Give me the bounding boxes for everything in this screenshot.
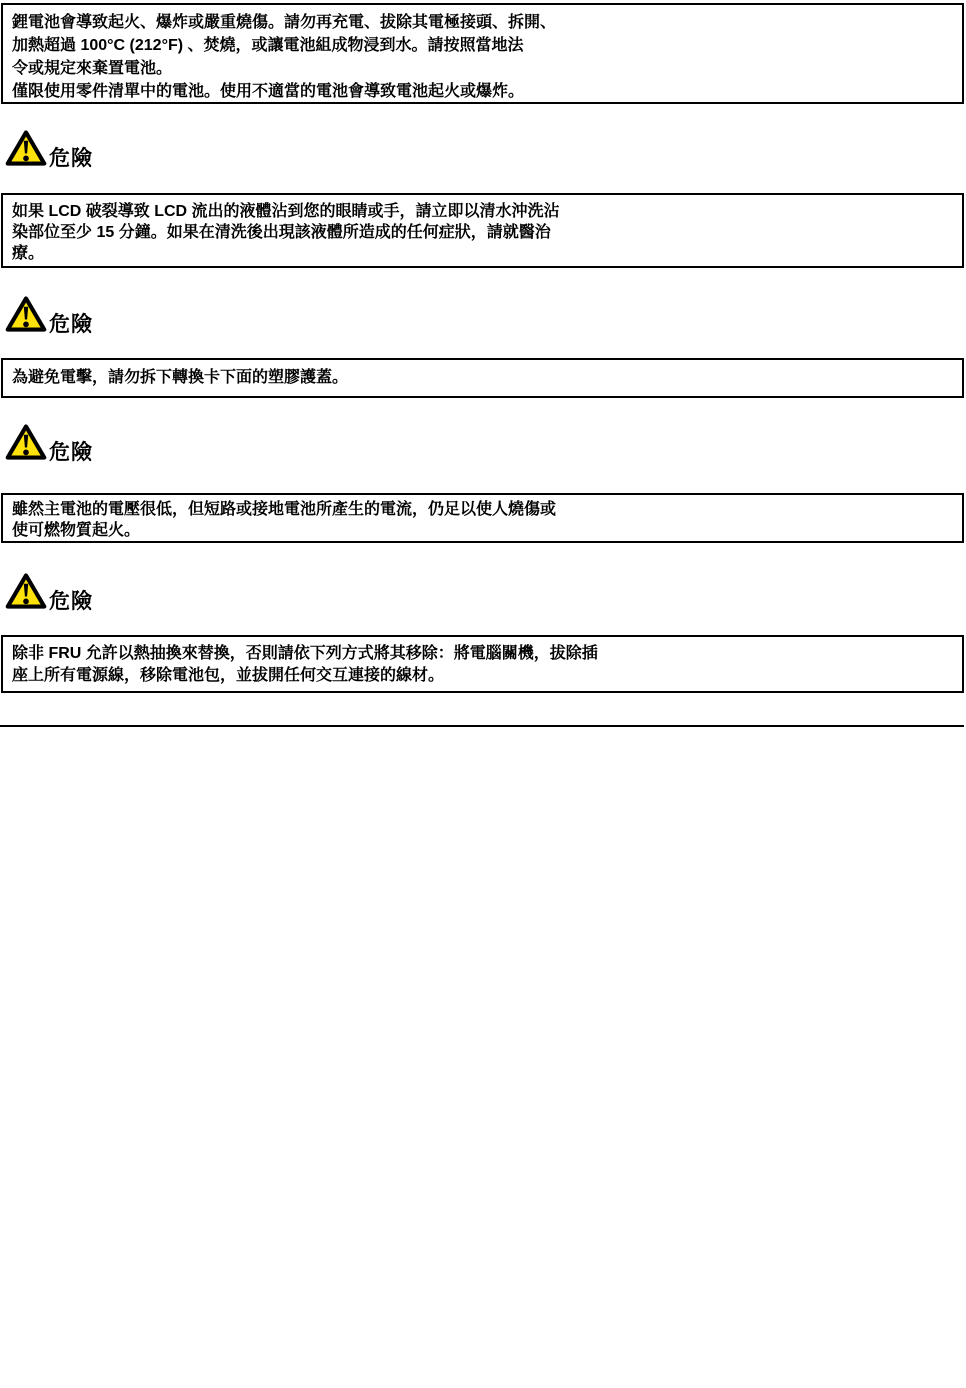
danger-label: 危險 <box>49 313 93 336</box>
warning-text-line: 使可燃物質起火。 <box>12 522 141 539</box>
warning-text-line: 除非 FRU 允許以熱抽換來替換，否則請依下列方式將其移除：將電腦關機，拔除插 <box>12 645 598 662</box>
horizontal-rule <box>0 725 964 727</box>
warning-text-line: 座上所有電源線，移除電池包，並拔開任何交互連接的線材。 <box>12 667 445 684</box>
danger-label: 危險 <box>49 147 93 170</box>
warning-text-line: 為避免電擊，請勿拆下轉換卡下面的塑膠護蓋。 <box>12 369 349 386</box>
warning-text-line: 令或規定來棄置電池。 <box>12 60 173 77</box>
warning-text-line: 僅限使用零件清單中的電池。使用不適當的電池會導致電池起火或爆炸。 <box>12 83 525 100</box>
warning-box-lcd <box>1 193 964 268</box>
danger-heading <box>5 126 93 168</box>
warning-text-line: 加熱超過 100°C (212°F) 、焚燒，或讓電池組成物浸到水。請按照當地法 <box>12 37 524 54</box>
warning-box-lithium-battery <box>1 3 964 104</box>
warning-text-line: 鋰電池會導致起火、爆炸或嚴重燒傷。請勿再充電、拔除其電極接頭、拆開、 <box>12 14 557 31</box>
warning-triangle-icon <box>5 294 47 334</box>
warning-text-line: 染部位至少 15 分鐘。如果在清洗後出現該液體所造成的任何症狀，請就醫治 <box>12 224 551 241</box>
warning-text-line: 雖然主電池的電壓很低，但短路或接地電池所產生的電流，仍足以使人燒傷或 <box>12 501 557 518</box>
warning-text-line: 療。 <box>12 245 45 262</box>
warning-text-line: 如果 LCD 破裂導致 LCD 流出的液體沾到您的眼睛或手，請立即以清水沖洗沾 <box>12 203 560 220</box>
warning-triangle-icon <box>5 128 47 168</box>
danger-heading <box>5 292 93 334</box>
warning-triangle-icon <box>5 422 47 462</box>
danger-heading <box>5 569 93 611</box>
warning-box-battery-current <box>1 493 964 543</box>
danger-heading <box>5 420 93 462</box>
danger-label: 危險 <box>49 441 93 464</box>
warning-box-fru <box>1 635 964 693</box>
danger-label: 危險 <box>49 590 93 613</box>
warning-triangle-icon <box>5 571 47 611</box>
warning-box-shock <box>1 358 964 398</box>
